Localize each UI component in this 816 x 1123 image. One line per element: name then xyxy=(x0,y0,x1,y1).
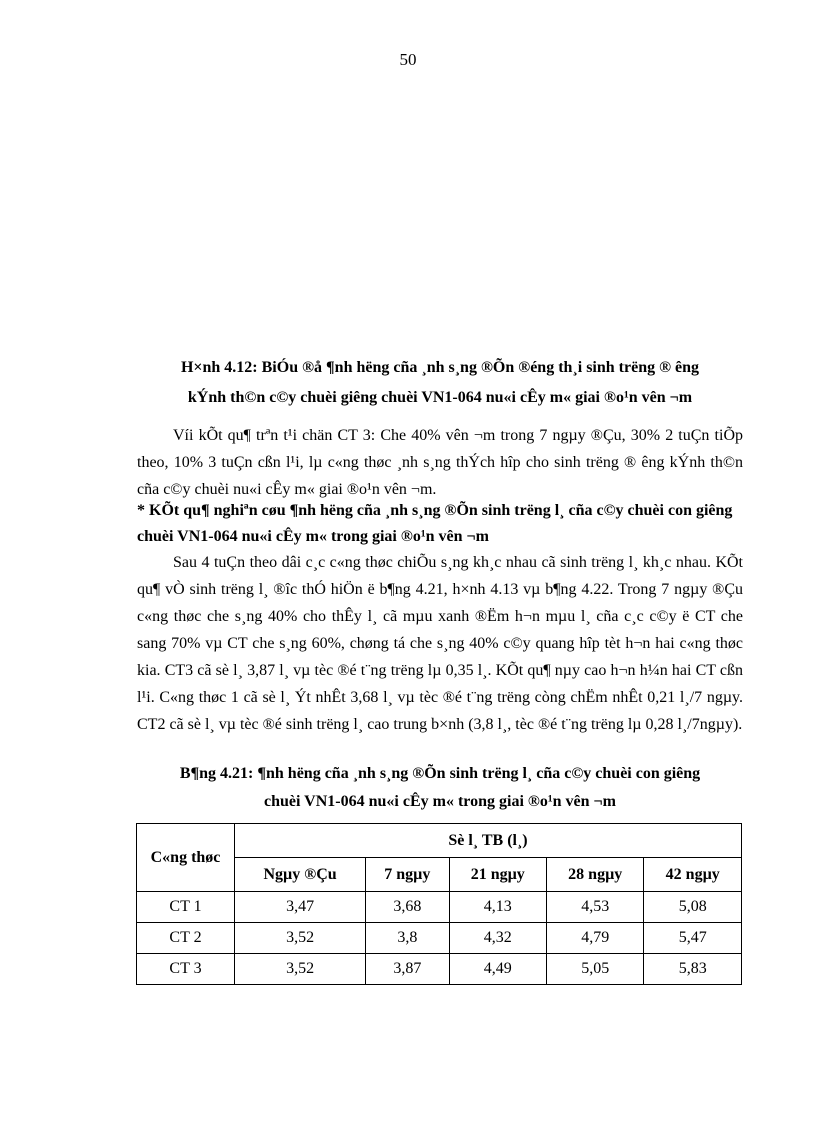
header-day-21: 21 ngµy xyxy=(449,858,546,892)
table-caption-line-1: B¶ng 4.21: ¶nh hëng cña ¸nh s¸ng ®Õn sinh trëng l¸ cña c©y chuèi con giêng xyxy=(179,765,701,782)
table-caption-line-2: chuèi VN1-064 nu«i cÊy m« trong giai ®o¹n vên ¬m xyxy=(264,793,616,810)
section-heading: * KÕt qu¶ nghiªn cøu ¶nh hëng cña ¸nh s¸ng ®Õn sinh trëng l¸ cña c©y chuèi con giêng chuèi VN1-064 nu«i cÊy m« trong giai ®o¹n vên ¬m xyxy=(137,502,733,545)
table-cell: 4,13 xyxy=(449,892,546,923)
table-cell: 3,68 xyxy=(366,892,449,923)
table-cell: 3,8 xyxy=(366,923,449,954)
header-formula: C«ng thøc xyxy=(137,824,235,892)
table-cell: 5,05 xyxy=(547,954,644,985)
table-cell: 3,52 xyxy=(235,923,366,954)
header-day-0: Ngµy ®Çu xyxy=(235,858,366,892)
table-cell: 3,47 xyxy=(235,892,366,923)
table-header-row-1 xyxy=(137,824,742,858)
header-day-7: 7 ngµy xyxy=(366,858,449,892)
table-row xyxy=(137,892,742,923)
table-cell: 4,79 xyxy=(547,923,644,954)
row-label: CT 1 xyxy=(137,892,235,923)
leaf-count-table xyxy=(136,823,742,985)
table-cell: 5,83 xyxy=(644,954,742,985)
row-label: CT 3 xyxy=(137,954,235,985)
table-row xyxy=(137,954,742,985)
table-cell: 3,87 xyxy=(366,954,449,985)
page-number: 50 xyxy=(399,50,417,69)
figure-caption-line-2: kÝnh th©n c©y chuèi giêng chuèi VN1-064 nu«i cÊy m« giai ®o¹n vên ¬m xyxy=(187,389,693,406)
row-label: CT 2 xyxy=(137,923,235,954)
table-cell: 5,08 xyxy=(644,892,742,923)
paragraph-conclusion: Víi kÕt qu¶ trªn t¹i chän CT 3: Che 40% vên ¬m trong 7 ngµy ®Çu, 30% 2 tuÇn tiÕp theo, 10% 3 tuÇn cßn l¹i, lµ c«ng thøc ¸nh s¸ng thÝch hîp cho sinh trëng ® êng kÝnh th©n cña c©y chuèi nu«i cÊy m« giai ®o¹n vên ¬m. xyxy=(137,427,743,498)
table-cell: 4,49 xyxy=(449,954,546,985)
table-cell: 5,47 xyxy=(644,923,742,954)
table-cell: 3,52 xyxy=(235,954,366,985)
table-cell: 4,32 xyxy=(449,923,546,954)
table-caption xyxy=(120,760,760,816)
header-group: Sè l¸ TB (l¸) xyxy=(235,824,742,858)
header-day-28: 28 ngµy xyxy=(547,858,644,892)
header-day-42: 42 ngµy xyxy=(644,858,742,892)
table-cell: 4,53 xyxy=(547,892,644,923)
table-row xyxy=(137,923,742,954)
paragraph-leaf-growth: Sau 4 tuÇn theo dâi c¸c c«ng thøc chiÕu s¸ng kh¸c nhau cã sinh trëng l¸ kh¸c nhau. KÕt qu¶ vÒ sinh trëng l¸ ®îc thÓ hiÖn ë b¶ng 4.21, h×nh 4.13 vµ b¶ng 4.22. Trong 7 ngµy ®Çu c«ng thøc che s¸ng 40% cho thÊy l¸ cã mµu xanh ®Ëm h¬n mµu l¸ cña c¸c c©y ë CT che sang 70% vµ CT che s¸ng 60%, chøng tá che s¸ng 40% c©y quang hîp tèt h¬n hai c«ng thøc kia. CT3 cã sè l¸ 3,87 l¸ vµ tèc ®é t¨ng trëng lµ 0,35 l¸. KÕt qu¶ nµy cao h¬n h¼n hai CT cßn l¹i. C«ng thøc 1 cã sè l¸ Ýt nhÊt 3,68 l¸ vµ tèc ®é t¨ng trëng còng chËm nhÊt 0,21 l¸/7 ngµy. CT2 cã sè l¸ vµ tèc ®é sinh trëng l¸ cao trung b×nh (3,8 l¸, tèc ®é t¨ng trëng lµ 0,28 l¸/7ngµy). xyxy=(137,554,743,733)
figure-caption-line-1: H×nh 4.12: BiÓu ®å ¶nh hëng cña ¸nh s¸ng ®Õn ®éng th¸i sinh trëng ® êng xyxy=(180,359,700,376)
figure-caption xyxy=(120,353,760,413)
